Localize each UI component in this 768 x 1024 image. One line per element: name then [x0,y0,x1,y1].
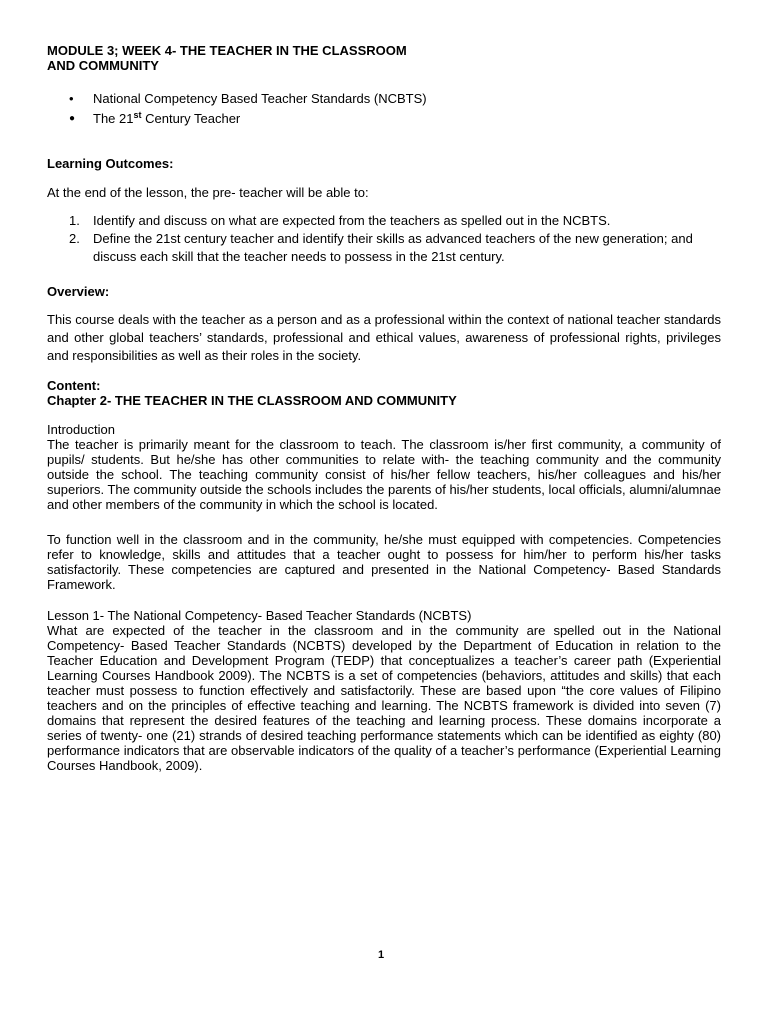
learning-outcomes-heading: Learning Outcomes: [47,156,174,171]
outcome-number: 1. [69,213,80,228]
topic-item [47,109,427,129]
module-title-line-1: MODULE 3; WEEK 4- THE TEACHER IN THE CLASSROOM [47,43,407,58]
content-heading: Content: [47,378,101,393]
topic-item [47,89,427,109]
topic-list [47,89,427,129]
chapter-title: Chapter 2- THE TEACHER IN THE CLASSROOM AND COMMUNITY [47,393,457,408]
outcome-number: 2. [69,231,80,246]
bullet-icon: • [69,91,74,106]
module-title-line-2: AND COMMUNITY [47,58,159,73]
outcome-item [47,230,721,266]
bullet-icon: ● [69,113,76,124]
topic-text [93,111,240,126]
topic-text-part: The 21 [93,111,134,126]
topic-text: National Competency Based Teacher Standards (NCBTS) [93,91,427,106]
introduction-paragraph-1: The teacher is primarily meant for the classroom to teach. The classroom is/her first community, a community of pupils/ students. But he/she has other communities to relate with- the teaching community and the community outside the school. The teaching community consist of his/her fellow teachers, his/her colleagues and his/her superiors. The community outside the schools includes the parents of his/her students, local officials, alumni/alumnae and other members of the community in which the school is located. [47,437,721,512]
lesson-paragraph: What are expected of the teacher in the classroom and in the community are spelled out in the National Competency- Based Teacher Standards (NCBTS) developed by the Department of Education in relation to the Teacher Education and Development Program (TEDP) that conceptualizes a teacher’s career path (Experiential Learning Courses Handbook 2009). The NCBTS is a set of competencies (behaviors, attitudes and skills) that each teacher must possess to function effectively and satisfactorily. These are based upon “the core values of Filipino teachers and on the principles of effective teaching and learning. The NCBTS framework is divided into seven (7) domains that represent the desired features of the teaching and learning process. These domains incorporate a series of twenty- one (21) strands of desired teaching performance statements which can be identified as eighty (80) performance indicators that are observable indicators of the quality of a teacher’s performance (Experiential Learning Courses Handbook, 2009). [47,623,721,773]
topic-text-part: Century Teacher [141,111,241,126]
overview-text: This course deals with the teacher as a person and as a professional within the context of national teacher standards and other global teachers’ standards, professional and ethical values, awareness of professional rights, privileges and responsibilities as well as their roles in the society. [47,312,721,363]
outcome-text: Define the 21st century teacher and identify their skills as advanced teachers of the new generation; and discuss each skill that the teacher needs to possess in the 21st century. [93,231,693,264]
introduction-label: Introduction [47,422,115,437]
topic-superscript: st [133,110,142,120]
overview-heading: Overview: [47,284,110,299]
module-title [47,43,407,73]
outcome-text: Identify and discuss on what are expected from the teachers as spelled out in the NCBTS. [93,213,611,228]
learning-outcomes-list [47,212,721,266]
lesson-title: Lesson 1- The National Competency- Based Teacher Standards (NCBTS) [47,608,472,623]
introduction-paragraph-2: To function well in the classroom and in the community, he/she must equipped with competencies. Competencies refer to knowledge, skills and attitudes that a teacher ought to possess for him/her to perform his/her tasks satisfactorily. These competencies are captured and presented in the National Competency- Based Standards Framework. [47,532,721,592]
page-number: 1 [378,949,385,961]
outcome-item [47,212,721,230]
learning-outcomes-intro: At the end of the lesson, the pre- teacher will be able to: [47,185,369,200]
